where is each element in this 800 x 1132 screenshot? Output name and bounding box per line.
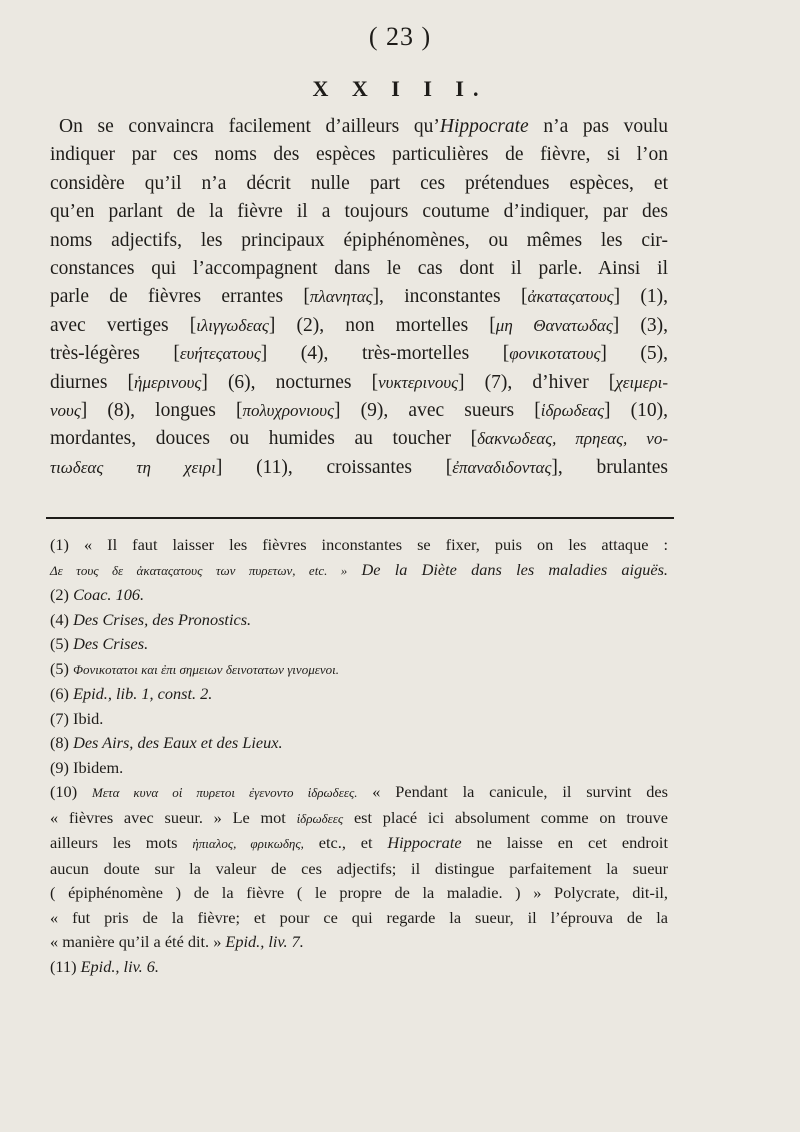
footnote-line: (6) Epid., lib. 1, const. 2.: [50, 684, 213, 703]
body-line: νους] (8), longues [πολυχρονιους] (9), avec sueurs [ἱδρωδεας] (10),: [50, 400, 669, 422]
footnote-line: (5) Φονικοτατοι και ἐπι σημειων δεινοτατων γινομενοι.: [50, 658, 339, 678]
body-line: très-légères [ευήτεςατους] (4), très-mortelles [φονικοτατους] (5),: [50, 343, 669, 365]
footnote-line: « manière qu’il a été dit. » Epid., liv. 7.: [50, 932, 304, 951]
body-line: noms adjectifs, les principaux épiphénomènes, ou mêmes les cir-: [50, 229, 668, 251]
body-line: qu’en parlant de la fièvre il a toujours coutume d’indiquer, par des: [50, 201, 668, 223]
footnote-line: (10) Μετα κυνα οἱ πυρετοι ἐγενοντο ἱδρωδεες. « Pendant la canicule, il survint des: [50, 782, 668, 801]
footnote-line: « fièvres avec sueur. » Le mot ἱδρωδεες est placé ici absolument comme on trouve: [50, 807, 668, 827]
body-paragraph: [50, 113, 668, 482]
body-line: On se convaincra facilement d’ailleurs qu’Hippocrate n’a pas voulu: [59, 116, 668, 137]
footnote-line: (4) Des Crises, des Pronostics.: [50, 609, 252, 629]
footnote-line: (9) Ibidem.: [50, 757, 124, 777]
footnote-line: ailleurs les mots ἠπιαλος, φρικωδης, etc., et Hippocrate ne laisse en cet endroit: [50, 833, 668, 852]
footnote-line: Δε τους δε ἀκαταςατους των πυρετων, etc. » De la Diète dans les maladies aiguës.: [50, 559, 668, 579]
body-line: constances qui l’accompagnent dans le cas dont il parle. Ainsi il: [50, 258, 668, 280]
footnote-line: (1) « Il faut laisser les fièvres inconstantes se fixer, puis on les attaque :: [50, 535, 668, 554]
body-line: diurnes [ἡμερινους] (6), nocturnes [νυκτερινους] (7), d’hiver [χειμερι-: [50, 371, 668, 393]
footnote-line: (7) Ibid.: [50, 708, 104, 728]
body-line: mordantes, douces ou humides au toucher [δακνωδεας, πρηεας, νο-: [50, 428, 668, 450]
section-heading: X X I I I.: [312, 76, 488, 101]
footnote-line: « fut pris de la fièvre; et pour ce qui regarde la sueur, il l’éprouva de la: [50, 907, 668, 927]
body-line: considère qu’il n’a décrit nulle part ces prétendues espèces, et: [50, 172, 668, 194]
body-line: τιωδεας τη χειρι] (11), croissantes [ἐπαναδιδοντας], brulantes: [50, 456, 668, 478]
footnote-line: aucun doute sur la valeur de ces adjectifs; il distingue parfaitement la sueur: [50, 858, 668, 878]
footnote-line: ( épiphénomène ) de la fièvre ( le propre de la maladie. ) » Polycrate, dit-il,: [50, 883, 668, 902]
body-line: indiquer par ces noms des espèces particulières de fièvre, si l’on: [50, 144, 668, 166]
body-line: parle de fièvres errantes [πλανητας], inconstantes [ἀκαταςατους] (1),: [50, 286, 668, 308]
footnote-divider: [46, 517, 674, 519]
footnotes: [50, 533, 668, 979]
page-number: ( 23 ): [368, 22, 432, 51]
body-line: avec vertiges [ιλιγγωδεας] (2), non mortelles [μη Θανατωδας] (3),: [50, 314, 669, 336]
footnote-line: (5) Des Crises.: [50, 634, 149, 653]
footnote-line: (11) Epid., liv. 6.: [50, 956, 159, 976]
footnote-line: (8) Des Airs, des Eaux et des Lieux.: [50, 733, 283, 752]
footnote-line: (2) Coac. 106.: [50, 585, 145, 604]
